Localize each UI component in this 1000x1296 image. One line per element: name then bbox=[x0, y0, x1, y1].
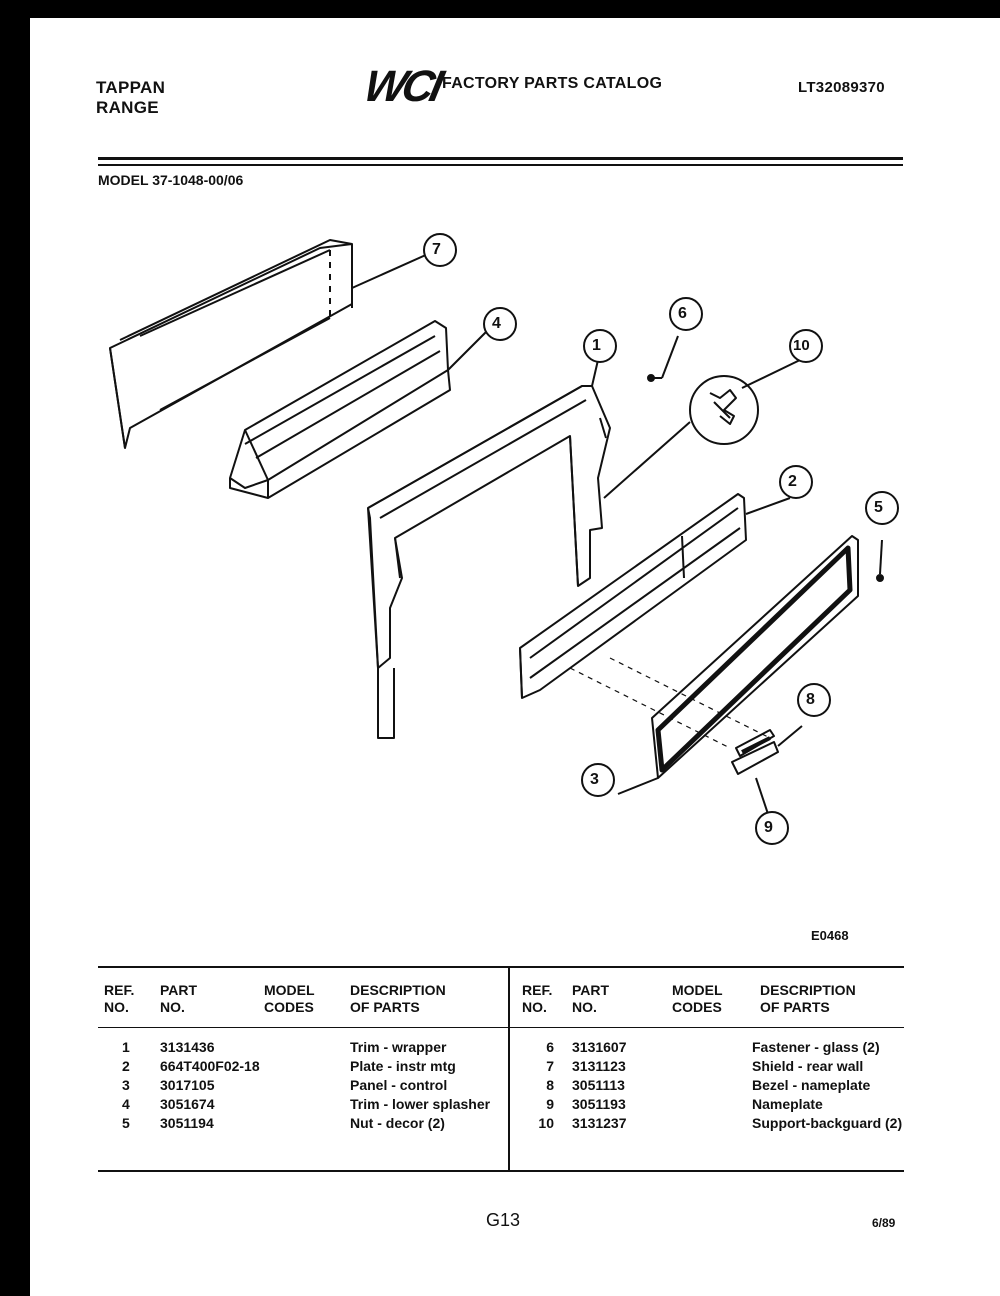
callout-6: 6 bbox=[678, 305, 687, 322]
header-model: MODEL bbox=[264, 982, 315, 998]
table-row-part: 3051193 bbox=[572, 1096, 626, 1112]
wci-logo: WCI bbox=[359, 62, 444, 111]
table-row-desc: Fastener - glass (2) bbox=[752, 1039, 880, 1055]
table-row-part: 3131607 bbox=[572, 1039, 627, 1055]
table-row-ref: 5 bbox=[122, 1115, 130, 1131]
header-part: PART bbox=[160, 982, 198, 998]
table-row-part: 3051674 bbox=[160, 1096, 215, 1112]
header-ref: REF. bbox=[522, 982, 553, 998]
callout-9: 9 bbox=[764, 819, 773, 836]
callout-5: 5 bbox=[874, 499, 883, 516]
header-ref-no: NO. bbox=[522, 999, 547, 1015]
table-row-ref: 7 bbox=[546, 1058, 554, 1074]
header-description: DESCRIPTION bbox=[350, 982, 446, 998]
table-row-desc: Plate - instr mtg bbox=[350, 1058, 456, 1074]
table-row-ref: 3 bbox=[122, 1077, 130, 1093]
header-part: PART bbox=[572, 982, 610, 998]
table-row-ref: 9 bbox=[546, 1096, 554, 1112]
table-row-part: 3051113 bbox=[572, 1077, 625, 1093]
brand-line-2: RANGE bbox=[96, 98, 159, 117]
table-row-ref: 2 bbox=[122, 1058, 130, 1074]
catalog-title: FACTORY PARTS CATALOG bbox=[442, 75, 663, 92]
header-ref: REF. bbox=[104, 982, 135, 998]
table-row-part: 3131123 bbox=[572, 1058, 626, 1074]
part-nameplate-bezel bbox=[732, 730, 778, 774]
table-row-desc: Nameplate bbox=[752, 1096, 823, 1112]
part-fastener-glass bbox=[648, 375, 662, 381]
header-part-no: NO. bbox=[572, 999, 597, 1015]
table-row-desc: Bezel - nameplate bbox=[752, 1077, 871, 1093]
table-row-part: 3017105 bbox=[160, 1077, 215, 1093]
table-row-part: 3131436 bbox=[160, 1039, 215, 1055]
callout-1: 1 bbox=[592, 337, 601, 354]
table-row-ref: 4 bbox=[122, 1096, 130, 1112]
table-row-desc: Trim - wrapper bbox=[350, 1039, 447, 1055]
model-label: MODEL 37-1048-00/06 bbox=[98, 172, 244, 188]
table-row-ref: 10 bbox=[538, 1115, 554, 1131]
callout-3: 3 bbox=[590, 771, 599, 788]
header-of-parts: OF PARTS bbox=[760, 999, 830, 1015]
header-model: MODEL bbox=[672, 982, 723, 998]
table-row-desc: Panel - control bbox=[350, 1077, 448, 1093]
header-ref-no: NO. bbox=[104, 999, 129, 1015]
figure-code: E0468 bbox=[811, 928, 849, 943]
table-row-desc: Nut - decor (2) bbox=[350, 1115, 445, 1131]
header-of-parts: OF PARTS bbox=[350, 999, 420, 1015]
callout-7: 7 bbox=[432, 241, 441, 258]
part-trim-wrapper bbox=[368, 386, 610, 738]
table-row-desc: Support-backguard (2) bbox=[752, 1115, 903, 1131]
table-rule-header bbox=[98, 1027, 904, 1028]
table-row-desc: Shield - rear wall bbox=[752, 1058, 864, 1074]
table-row-ref: 6 bbox=[546, 1039, 554, 1055]
catalog-code: LT32089370 bbox=[798, 79, 885, 96]
header-description: DESCRIPTION bbox=[760, 982, 856, 998]
table-row-part: 664T400F02-18 bbox=[160, 1058, 260, 1074]
footer-date: 6/89 bbox=[872, 1216, 896, 1230]
part-nut-decor bbox=[877, 575, 883, 581]
exploded-parts-diagram bbox=[30, 18, 1000, 918]
brand-line-1: TAPPAN bbox=[96, 78, 166, 97]
callout-4: 4 bbox=[492, 315, 501, 332]
catalog-page bbox=[30, 18, 1000, 1296]
table-row-part: 3131237 bbox=[572, 1115, 627, 1131]
page-code: G13 bbox=[486, 1210, 521, 1230]
callout-2: 2 bbox=[788, 473, 797, 490]
header-model-codes: CODES bbox=[672, 999, 722, 1015]
table-row-ref: 8 bbox=[546, 1077, 554, 1093]
header-part-no: NO. bbox=[160, 999, 185, 1015]
table-rule-top bbox=[98, 966, 904, 968]
header-model-codes: CODES bbox=[264, 999, 314, 1015]
callout-8: 8 bbox=[806, 691, 815, 708]
table-rule-bottom bbox=[98, 1170, 904, 1172]
table-row-desc: Trim - lower splasher bbox=[350, 1096, 491, 1112]
table-row-ref: 1 bbox=[122, 1039, 130, 1055]
table-row-part: 3051194 bbox=[160, 1115, 214, 1131]
callout-10: 10 bbox=[793, 337, 810, 354]
